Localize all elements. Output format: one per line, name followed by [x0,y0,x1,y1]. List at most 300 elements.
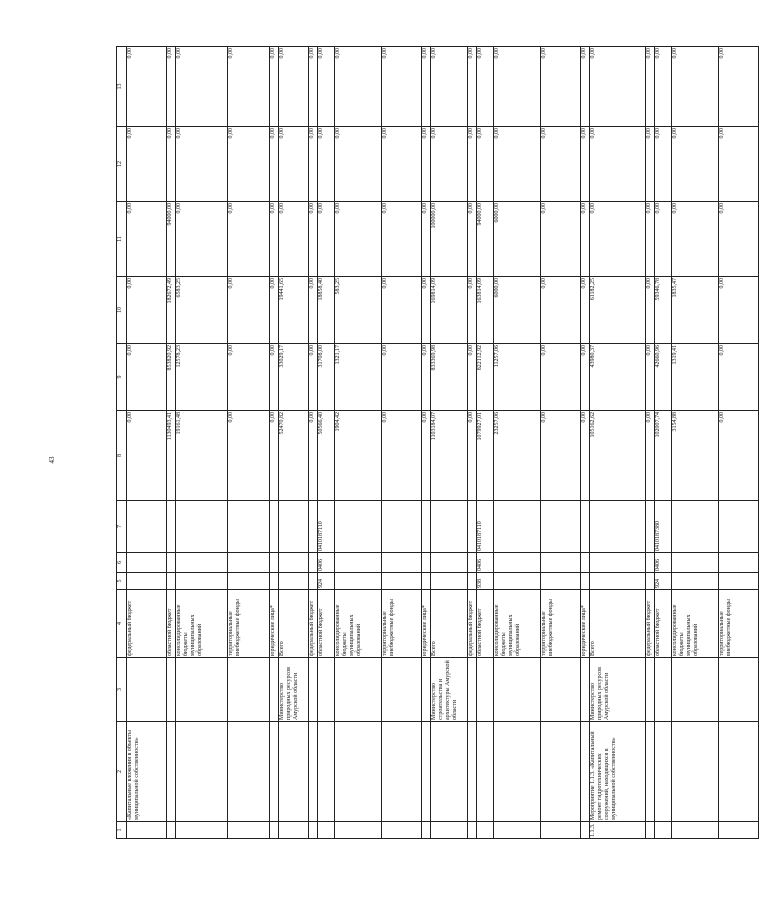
cell-col-5 [719,573,759,590]
cell-col-3 [646,658,655,722]
cell-col-12: 0,00 [468,127,477,202]
cell-col-10: 0,00 [541,277,581,344]
cell-col-7 [167,501,176,553]
budget-table [116,46,759,839]
cell-col-8: 105162,62 [590,411,646,501]
cell-col-1 [167,822,176,839]
cell-col-2 [176,722,228,822]
cell-col-10: 1835,47 [672,277,719,344]
cell-col-13: 0,00 [646,47,655,127]
cell-col-12: 0,00 [646,127,655,202]
cell-col-9: 0,00 [270,344,279,411]
table-row [279,47,309,839]
cell-col-2 [270,722,279,822]
cell-col-11: 0,00 [672,202,719,277]
cell-col-11: 0,00 [279,202,309,277]
cell-col-13: 0,00 [581,47,590,127]
cell-col-7 [279,501,309,553]
cell-col-2 [382,722,422,822]
cell-col-5 [309,573,318,590]
cell-col-13: 0,00 [422,47,431,127]
cell-col-13: 0,00 [335,47,382,127]
table-row [382,47,422,839]
cell-col-1 [581,822,590,839]
cell-col-2 [279,722,309,822]
cell-col-10: 0,00 [228,277,270,344]
cell-col-1 [468,822,477,839]
page-number: 43 [48,456,56,464]
cell-col-10: 0,00 [270,277,279,344]
cell-col-1 [431,822,468,839]
cell-col-9: 0,00 [127,344,167,411]
cell-col-6 [309,553,318,573]
cell-col-12: 0,00 [719,127,759,202]
cell-col-1 [279,822,309,839]
table-row [477,47,494,839]
cell-col-13: 0,00 [309,47,318,127]
cell-col-1 [382,822,422,839]
table-row [270,47,279,839]
cell-col-4: консолидированные бюджеты муниципальных образований [672,590,719,658]
column-header-3: 3 [117,658,127,722]
cell-col-11: 0,00 [541,202,581,277]
cell-col-7 [494,501,541,553]
cell-col-11: 0,00 [127,202,167,277]
cell-col-5 [494,573,541,590]
cell-col-2 [431,722,468,822]
cell-col-4: юридические лица* [270,590,279,658]
cell-col-5: 924 [318,573,335,590]
cell-col-10: 0,00 [422,277,431,344]
table-body [117,47,759,839]
cell-col-2 [581,722,590,822]
cell-col-3 [270,658,279,722]
cell-col-12: 0,00 [127,127,167,202]
cell-col-9: 0,00 [468,344,477,411]
cell-col-8: 0,00 [270,411,279,501]
table-row [318,47,335,839]
cell-col-4: областной бюджет [655,590,672,658]
cell-col-7 [127,501,167,553]
cell-col-12: 0,00 [318,127,335,202]
cell-col-12: 0,00 [176,127,228,202]
rotated-table-container [116,48,732,839]
cell-col-3: Министерство строительства и архитектуры Амурской области [431,658,468,722]
table-row [581,47,590,839]
cell-col-13: 0,00 [494,47,541,127]
cell-col-2 [335,722,382,822]
header-row [117,47,127,839]
cell-col-7 [382,501,422,553]
cell-col-10: 19441,65 [279,277,309,344]
column-header-6: 6 [117,553,127,573]
cell-col-13: 0,00 [672,47,719,127]
cell-col-3 [672,658,719,722]
cell-col-4: Всего [431,590,468,658]
cell-col-6: 0406 [477,553,494,573]
cell-col-10: 163814,09 [477,277,494,344]
cell-col-4: федеральный бюджет [309,590,318,658]
cell-col-12: 0,00 [382,127,422,202]
cell-col-8: 23257,06 [494,411,541,501]
cell-col-4: Всего [279,590,309,658]
cell-col-11: 0,00 [270,202,279,277]
table-row [431,47,468,839]
cell-col-12: 0,00 [270,127,279,202]
cell-col-5 [422,573,431,590]
cell-col-13: 0,00 [127,47,167,127]
cell-col-10: 0,00 [382,277,422,344]
cell-col-7: 0410187380 [655,501,672,553]
cell-col-13: 0,00 [318,47,335,127]
cell-col-8: 0,00 [228,411,270,501]
cell-col-12: 0,00 [167,127,176,202]
cell-col-9: 0,00 [382,344,422,411]
column-header-10: 10 [117,277,127,344]
cell-col-2 [468,722,477,822]
cell-col-11: 0,00 [646,202,655,277]
cell-col-3: Министерство природных ресурсов Амурской области [590,658,646,722]
cell-col-8: 0,00 [541,411,581,501]
cell-col-9: 833369,98 [431,344,468,411]
cell-col-3 [309,658,318,722]
cell-col-10: 583,25 [335,277,382,344]
cell-col-4: федеральный бюджет [468,590,477,658]
cell-col-2 [541,722,581,822]
table-row [309,47,318,839]
cell-col-8: 1103184,07 [431,411,468,501]
cell-col-6 [468,553,477,573]
cell-col-1 [335,822,382,839]
cell-col-7 [581,501,590,553]
cell-col-6 [279,553,309,573]
table-row [176,47,228,839]
table-row [335,47,382,839]
table-row [127,47,167,839]
table-row [228,47,270,839]
cell-col-11: 0,00 [228,202,270,277]
cell-col-11: 0,00 [655,202,672,277]
cell-col-8: 0,00 [646,411,655,501]
cell-col-8: 0,00 [719,411,759,501]
cell-col-6 [581,553,590,573]
cell-col-12: 0,00 [309,127,318,202]
cell-col-2 [719,722,759,822]
cell-col-5 [279,573,309,590]
cell-col-7 [590,501,646,553]
cell-col-13: 0,00 [270,47,279,127]
cell-col-2 [494,722,541,822]
cell-col-6: 0406 [318,553,335,573]
cell-col-13: 0,00 [468,47,477,127]
cell-col-5 [127,573,167,590]
cell-col-4: юридические лица* [581,590,590,658]
cell-col-8: 50566,40 [318,411,335,501]
table-row [719,47,759,839]
cell-col-13: 0,00 [382,47,422,127]
cell-col-13: 0,00 [176,47,228,127]
cell-col-3 [127,658,167,722]
cell-col-1 [176,822,228,839]
cell-col-6 [541,553,581,573]
cell-col-9: 1319,41 [672,344,719,411]
cell-col-13: 0,00 [590,47,646,127]
cell-col-4: федеральный бюджет [127,590,167,658]
column-header-5: 5 [117,573,127,590]
cell-col-7 [422,501,431,553]
cell-col-4: юридические лица* [422,590,431,658]
cell-col-5 [581,573,590,590]
cell-col-6 [672,553,719,573]
cell-col-6 [127,553,167,573]
cell-col-9: 0,00 [646,344,655,411]
cell-col-8: 3154,88 [672,411,719,501]
table-row [655,47,672,839]
cell-col-6: 0406 [655,553,672,573]
cell-col-12: 0,00 [494,127,541,202]
cell-col-6 [167,553,176,573]
cell-col-3 [167,658,176,722]
cell-col-6 [382,553,422,573]
cell-col-5: 938 [477,573,494,590]
cell-col-12: 0,00 [477,127,494,202]
cell-col-5 [468,573,477,590]
cell-col-10: 61182,25 [590,277,646,344]
cell-col-5 [167,573,176,590]
cell-col-8: 0,00 [382,411,422,501]
cell-col-1 [655,822,672,839]
cell-col-6 [719,553,759,573]
cell-col-8: 102007,74 [655,411,672,501]
cell-col-5 [672,573,719,590]
column-header-1: 1 [117,822,127,839]
cell-col-1 [672,822,719,839]
cell-col-6 [422,553,431,573]
cell-col-7: 0410187110 [318,501,335,553]
cell-col-7 [309,501,318,553]
cell-col-12: 0,00 [581,127,590,202]
cell-col-12: 0,00 [590,127,646,202]
cell-col-10: 0,00 [309,277,318,344]
cell-col-7 [541,501,581,553]
cell-col-6 [431,553,468,573]
cell-col-9: 11257,06 [494,344,541,411]
cell-col-11: 0,00 [335,202,382,277]
cell-col-3 [468,658,477,722]
cell-col-5 [176,573,228,590]
cell-col-13: 0,00 [541,47,581,127]
cell-col-7 [270,501,279,553]
cell-col-9: 12578,23 [176,344,228,411]
cell-col-11: 94000,00 [167,202,176,277]
cell-col-1 [127,822,167,839]
cell-col-12: 0,00 [279,127,309,202]
cell-col-5 [431,573,468,590]
cell-col-11: 100000,00 [431,202,468,277]
table-row [422,47,431,839]
table-row [646,47,655,839]
cell-col-11: 94000,00 [477,202,494,277]
cell-col-10: 18858,40 [318,277,335,344]
cell-col-11: 6000,00 [494,202,541,277]
cell-col-9: 822112,92 [477,344,494,411]
cell-col-1 [494,822,541,839]
cell-col-13: 0,00 [719,47,759,127]
cell-col-11: 0,00 [590,202,646,277]
cell-col-3 [228,658,270,722]
cell-col-3 [655,658,672,722]
cell-col-12: 0,00 [541,127,581,202]
cell-col-10: 0,00 [127,277,167,344]
cell-col-7 [176,501,228,553]
cell-col-9: 0,00 [541,344,581,411]
table-row [494,47,541,839]
column-header-12: 12 [117,127,127,202]
cell-col-7 [719,501,759,553]
column-header-8: 8 [117,411,127,501]
cell-col-8: 1130493,41 [167,411,176,501]
cell-col-6 [646,553,655,573]
cell-col-1 [270,822,279,839]
cell-col-5 [382,573,422,590]
cell-col-3 [477,658,494,722]
cell-col-7 [431,501,468,553]
column-header-11: 11 [117,202,127,277]
cell-col-1 [477,822,494,839]
cell-col-2 [167,722,176,822]
cell-col-1: 1.1.3. [590,822,646,839]
cell-col-8: 19161,48 [176,411,228,501]
cell-col-9: 0,00 [581,344,590,411]
cell-col-9: 0,00 [309,344,318,411]
cell-col-4: консолидированные бюджеты муниципальных образований [494,590,541,658]
cell-col-2 [477,722,494,822]
cell-col-5 [270,573,279,590]
table-row [672,47,719,839]
cell-col-13: 0,00 [279,47,309,127]
cell-col-4: территориальные внебюджетные фонды [382,590,422,658]
cell-col-1 [228,822,270,839]
cell-col-7: 0410187110 [477,501,494,553]
cell-col-4: областной бюджет [167,590,176,658]
cell-col-4: консолидированные бюджеты муниципальных образований [335,590,382,658]
cell-col-9: 1321,17 [335,344,382,411]
table-row [468,47,477,839]
cell-col-8: 0,00 [127,411,167,501]
cell-col-5 [541,573,581,590]
cell-col-9: 31708,00 [318,344,335,411]
cell-col-6 [494,553,541,573]
cell-col-5: 924 [655,573,672,590]
cell-col-4: территориальные внебюджетные фонды [541,590,581,658]
cell-col-3: Министерство природных ресурсов Амурской области [279,658,309,722]
cell-col-3 [382,658,422,722]
cell-col-1 [541,822,581,839]
cell-col-6 [176,553,228,573]
cell-col-3 [422,658,431,722]
table-row [541,47,581,839]
cell-col-9: 0,00 [228,344,270,411]
cell-col-4: территориальные внебюджетные фонды [228,590,270,658]
cell-col-10: 182672,49 [167,277,176,344]
cell-col-3 [719,658,759,722]
cell-col-2 [309,722,318,822]
cell-col-3 [335,658,382,722]
column-header-7: 7 [117,501,127,553]
cell-col-12: 0,00 [228,127,270,202]
rotated-page [116,48,732,839]
cell-col-4: Всего [590,590,646,658]
cell-col-12: 0,00 [431,127,468,202]
table-row [590,47,646,839]
cell-col-7 [646,501,655,553]
cell-col-3 [494,658,541,722]
cell-col-13: 0,00 [655,47,672,127]
cell-col-11: 0,00 [581,202,590,277]
cell-col-7 [228,501,270,553]
cell-col-6 [590,553,646,573]
cell-col-4: территориальные внебюджетные фонды [719,590,759,658]
cell-col-3 [541,658,581,722]
cell-col-8: 0,00 [581,411,590,501]
column-header-4: 4 [117,590,127,658]
cell-col-1 [318,822,335,839]
cell-col-10: 6000,00 [494,277,541,344]
cell-col-8: 0,00 [309,411,318,501]
cell-col-3 [318,658,335,722]
cell-col-2 [672,722,719,822]
cell-col-12: 0,00 [672,127,719,202]
cell-col-11: 0,00 [422,202,431,277]
column-header-9: 9 [117,344,127,411]
table-row [167,47,176,839]
cell-col-12: 0,00 [422,127,431,202]
cell-col-8: 1079927,01 [477,411,494,501]
cell-col-7 [335,501,382,553]
cell-col-5 [335,573,382,590]
cell-col-2 [646,722,655,822]
cell-col-11: 0,00 [318,202,335,277]
cell-col-9: 0,00 [422,344,431,411]
cell-col-4: областной бюджет [477,590,494,658]
cell-col-10: 0,00 [468,277,477,344]
cell-col-13: 0,00 [228,47,270,127]
cell-col-12: 0,00 [335,127,382,202]
cell-col-2 [422,722,431,822]
column-header-13: 13 [117,47,127,127]
cell-col-5 [646,573,655,590]
cell-col-7 [468,501,477,553]
cell-col-2 [318,722,335,822]
cell-col-13: 0,00 [167,47,176,127]
cell-col-6 [335,553,382,573]
cell-col-10: 0,00 [646,277,655,344]
cell-col-9: 33029,17 [279,344,309,411]
cell-col-10: 169814,09 [431,277,468,344]
cell-col-10: 59346,78 [655,277,672,344]
cell-col-1 [719,822,759,839]
cell-col-11: 0,00 [468,202,477,277]
cell-col-3 [581,658,590,722]
cell-col-5 [228,573,270,590]
cell-col-3 [176,658,228,722]
cell-col-6 [228,553,270,573]
cell-col-11: 0,00 [382,202,422,277]
cell-col-1 [646,822,655,839]
cell-col-8: 1904,42 [335,411,382,501]
cell-col-8: 0,00 [468,411,477,501]
cell-col-9: 42660,96 [655,344,672,411]
